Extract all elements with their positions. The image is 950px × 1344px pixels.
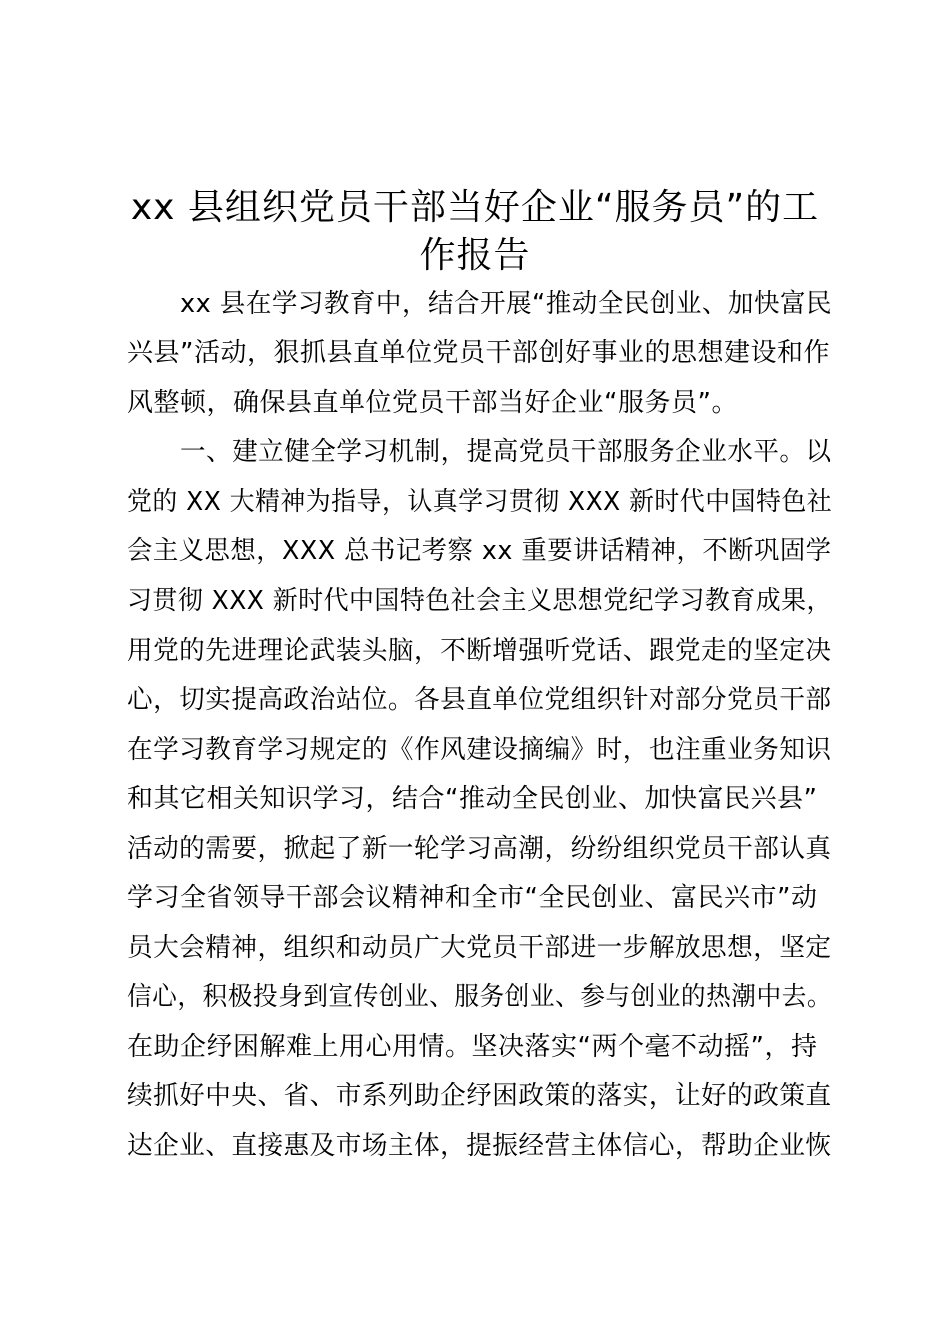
paragraph-line: 一、建立健全学习机制，提高党员干部服务企业水平。以 <box>180 437 832 467</box>
paragraph-line: 会主义思想，XXX 总书记考察 xx 重要讲话精神，不断巩固学 <box>127 536 832 566</box>
paragraph-line: 心，切实提高政治站位。各县直单位党组织针对部分党员干部 <box>127 685 832 715</box>
paragraph-line: 在学习教育学习规定的《作风建设摘编》时，也注重业务知识 <box>127 735 832 765</box>
document-title-line-1: xx 县组织党员干部当好企业“服务员”的工 <box>130 187 820 228</box>
document-title-line-2: 作报告 <box>419 235 531 276</box>
paragraph-line: xx 县在学习教育中，结合开展“推动全民创业、加快富民 <box>180 289 833 319</box>
paragraph-line: 达企业、直接惠及市场主体，提振经营主体信心，帮助企业恢 <box>127 1131 832 1161</box>
paragraph-line: 学习全省领导干部会议精神和全市“全民创业、富民兴市”动 <box>127 883 818 913</box>
paragraph-line: 在助企纾困解难上用心用情。坚决落实“两个毫不动摇”，持 <box>127 1032 818 1062</box>
paragraph-line: 信心，积极投身到宣传创业、服务创业、参与创业的热潮中去。 <box>127 982 833 1012</box>
paragraph-line: 风整顿，确保县直单位党员干部当好企业“服务员”。 <box>127 388 738 418</box>
paragraph-line: 党的 XX 大精神为指导，认真学习贯彻 XXX 新时代中国特色社 <box>127 487 833 517</box>
paragraph-line: 兴县”活动，狠抓县直单位党员干部创好事业的思想建设和作 <box>127 338 830 368</box>
paragraph-line: 用党的先进理论武装头脑，不断增强听党话、跟党走的坚定决 <box>127 636 832 666</box>
paragraph-line: 活动的需要，掀起了新一轮学习高潮，纷纷组织党员干部认真 <box>127 834 832 864</box>
paragraph-line: 续抓好中央、省、市系列助企纾困政策的落实，让好的政策直 <box>127 1081 832 1111</box>
paragraph-line: 和其它相关知识学习，结合“推动全民创业、加快富民兴县” <box>127 784 818 814</box>
paragraph-line: 员大会精神，组织和动员广大党员干部进一步解放思想，坚定 <box>127 933 832 963</box>
paragraph-line: 习贯彻 XXX 新时代中国特色社会主义思想党纪学习教育成果， <box>127 586 832 616</box>
